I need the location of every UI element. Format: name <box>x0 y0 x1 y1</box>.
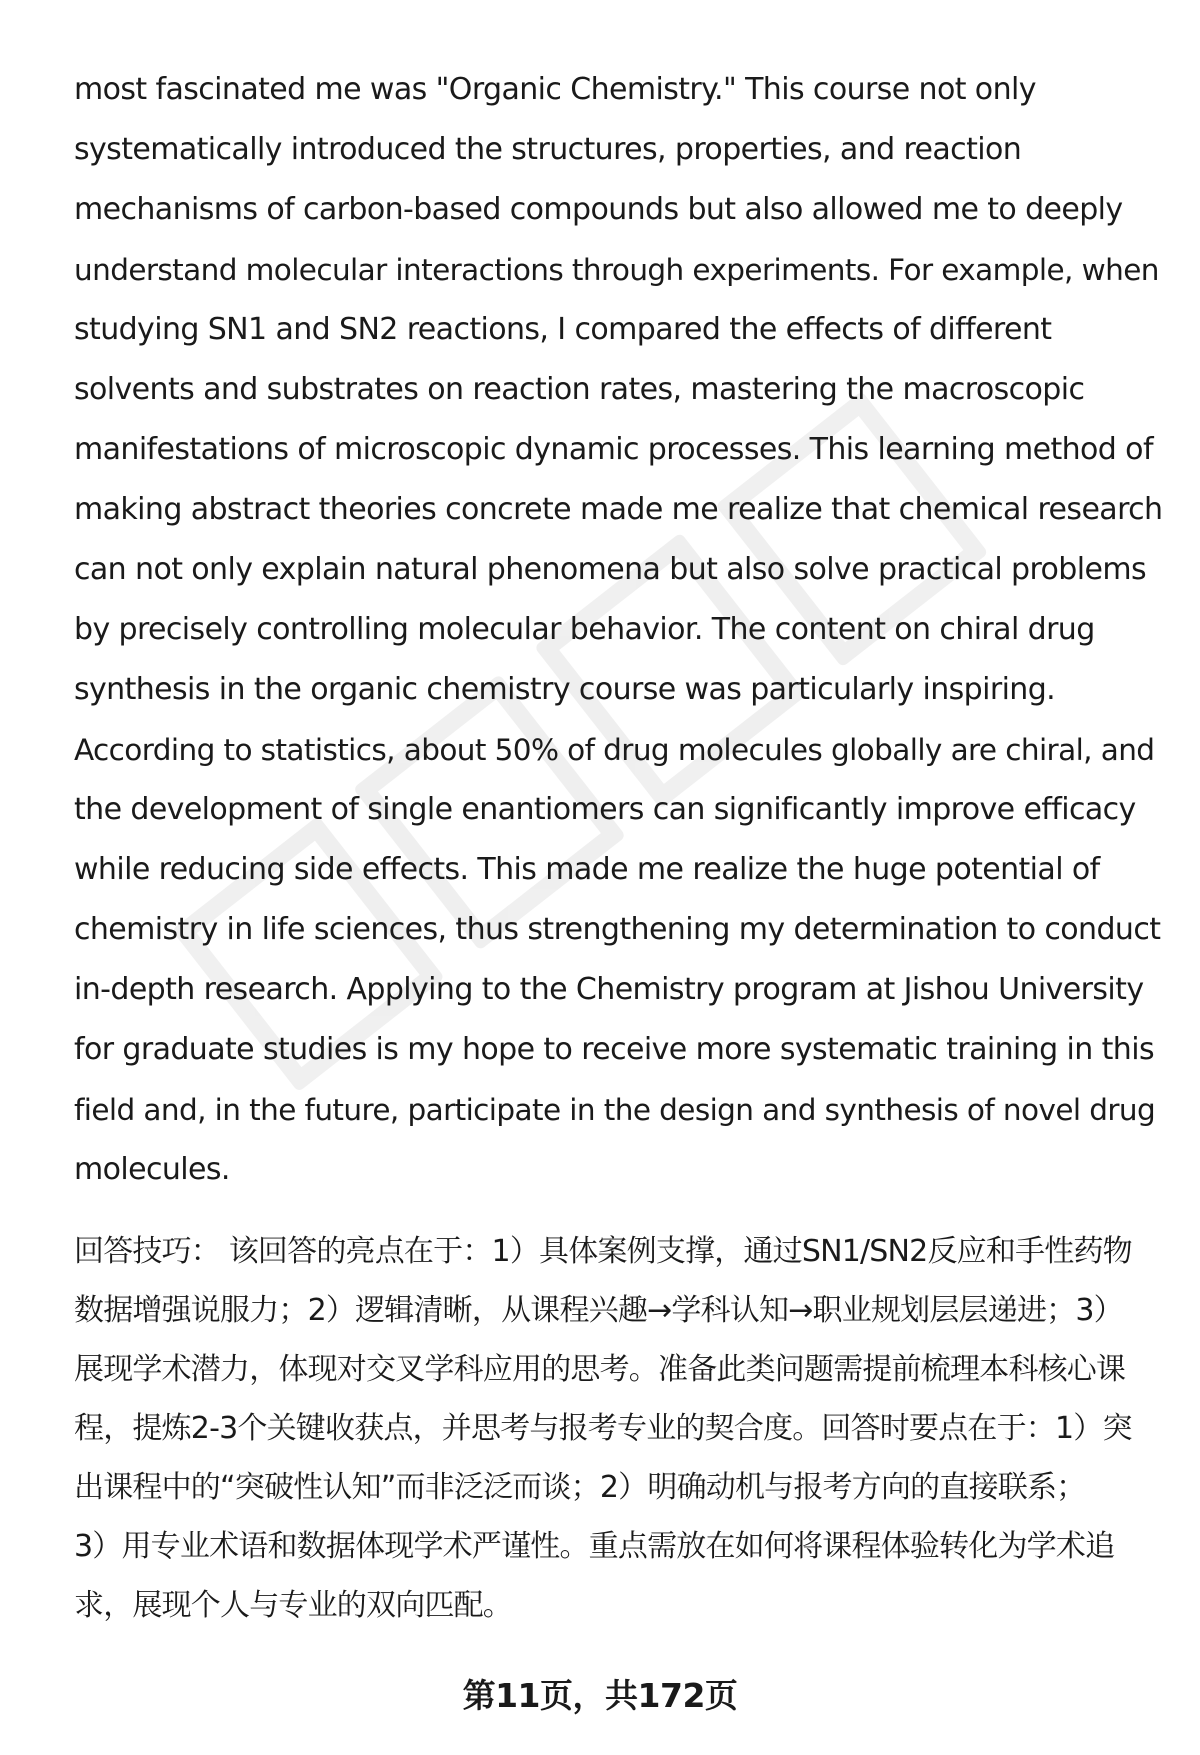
body-line: while reducing side effects. This made me realize the huge potential of <box>74 852 1100 887</box>
tips-line: 出课程中的“突破性认知”而非泛泛而谈；2）明确动机与报考方向的直接联系； <box>74 1470 1086 1505</box>
body-line: studying SN1 and SN2 reactions, I compared the effects of different <box>74 312 1052 347</box>
body-line: chemistry in life sciences, thus strengthening my determination to conduct <box>74 912 1161 947</box>
body-line: the development of single enantiomers can significantly improve efficacy <box>74 792 1136 827</box>
body-line: solvents and substrates on reaction rates, mastering the macroscopic <box>74 372 1085 407</box>
body-line: synthesis in the organic chemistry course was particularly inspiring. <box>74 672 1056 707</box>
tips-line: 求，展现个人与专业的双向匹配。 <box>74 1588 512 1623</box>
body-line: understand molecular interactions through experiments. For example, when <box>74 253 1159 287</box>
tips-line: 展现学术潜力，体现对交叉学科应用的思考。准备此类问题需提前梳理本科核心课 <box>74 1352 1126 1387</box>
body-line: most fascinated me was "Organic Chemistry." This course not only <box>74 72 1036 107</box>
tips-line: 3）用专业术语和数据体现学术严谨性。重点需放在如何将课程体验转化为学术追 <box>74 1529 1115 1564</box>
page-number-footer: 第11页，共172页 <box>462 1676 738 1715</box>
body-line: can not only explain natural phenomena but also solve practical problems <box>74 552 1147 587</box>
body-line: for graduate studies is my hope to receive more systematic training in this <box>74 1032 1154 1067</box>
body-line: mechanisms of carbon-based compounds but also allowed me to deeply <box>74 192 1123 227</box>
tips-line: 程，提炼2-3个关键收获点，并思考与报考专业的契合度。回答时要点在于：1）突 <box>74 1411 1132 1446</box>
tips-line: 数据增强说服力；2）逻辑清晰，从课程兴趣→学科认知→职业规划层层递进；3） <box>74 1293 1123 1328</box>
body-line: manifestations of microscopic dynamic processes. This learning method of <box>74 432 1153 467</box>
tips-line: 回答技巧： 该回答的亮点在于：1）具体案例支撑，通过SN1/SN2反应和手性药物 <box>74 1234 1132 1269</box>
body-line: making abstract theories concrete made me realize that chemical research <box>74 492 1163 527</box>
answer-tips-paragraph <box>74 1222 1164 1635</box>
body-line: molecules. <box>74 1152 230 1187</box>
body-line: in-depth research. Applying to the Chemistry program at Jishou University <box>74 972 1144 1007</box>
body-line: systematically introduced the structures, properties, and reaction <box>74 132 1022 167</box>
body-line: field and, in the future, participate in the design and synthesis of novel drug <box>74 1093 1156 1127</box>
body-paragraph <box>74 60 1164 1200</box>
body-line: According to statistics, about 50% of drug molecules globally are chiral, and <box>74 733 1155 767</box>
body-line: by precisely controlling molecular behavior. The content on chiral drug <box>74 612 1095 647</box>
